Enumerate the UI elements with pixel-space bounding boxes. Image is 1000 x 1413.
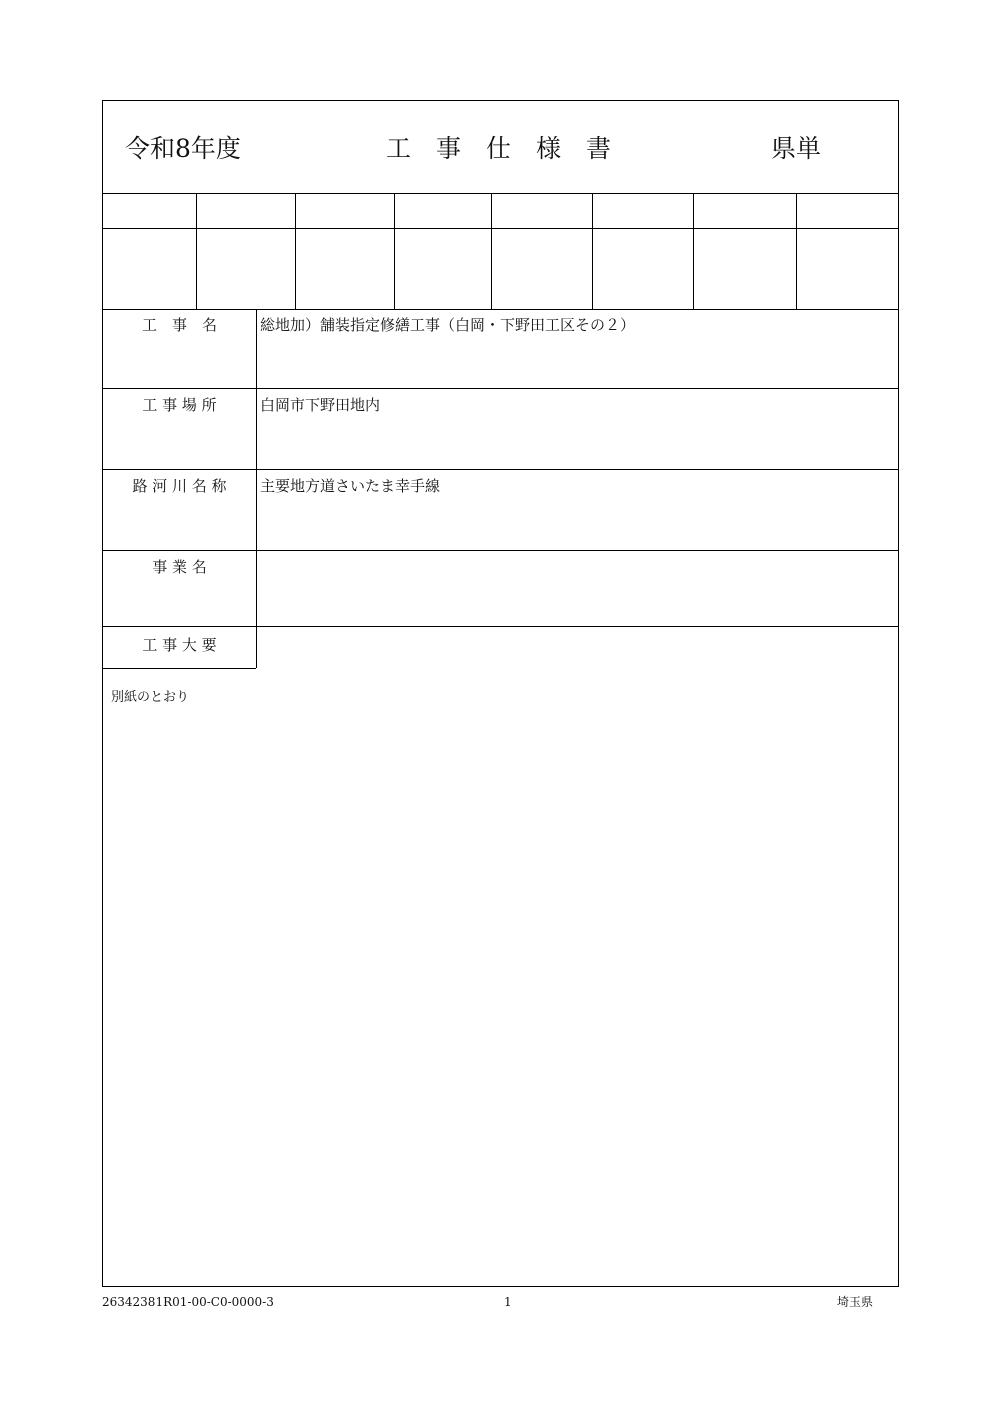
- document-code: 26342381R01-00-C0-0000-3: [102, 1295, 274, 1309]
- divider: [103, 469, 898, 470]
- outline-note: 別紙のとおり: [111, 690, 190, 705]
- stamp-grid-line: [295, 193, 296, 309]
- stamp-grid-line: [491, 193, 492, 309]
- page-number: 1: [504, 1295, 512, 1309]
- document-title: 工 事 仕 様 書: [386, 134, 612, 163]
- divider: [103, 309, 898, 310]
- business-name-label: 事 業 名: [152, 558, 207, 576]
- project-name-value: 総地加）舗装指定修繕工事（白岡・下野田工区その２）: [260, 316, 636, 334]
- divider: [103, 626, 898, 627]
- outline-label: 工 事 大 要: [142, 636, 217, 654]
- divider: [103, 668, 256, 669]
- location-label: 工 事 場 所: [142, 396, 217, 414]
- label-column-line: [256, 309, 257, 668]
- stamp-grid-line: [693, 193, 694, 309]
- stamp-grid-line: [394, 193, 395, 309]
- funding-type: 県単: [771, 134, 822, 163]
- route-name-label: 路 河 川 名 称: [132, 477, 227, 495]
- stamp-grid-line: [796, 193, 797, 309]
- divider: [103, 228, 898, 229]
- specification-sheet: [102, 100, 899, 1287]
- divider: [103, 550, 898, 551]
- divider: [103, 193, 898, 194]
- route-name-value: 主要地方道さいたま幸手線: [260, 477, 441, 495]
- stamp-grid-line: [196, 193, 197, 309]
- project-name-label: 工 事 名: [141, 316, 217, 334]
- stamp-grid-line: [592, 193, 593, 309]
- issuer-name: 埼玉県: [837, 1295, 874, 1309]
- fiscal-year: 令和8年度: [125, 134, 241, 163]
- location-value: 白岡市下野田地内: [260, 396, 381, 414]
- divider: [103, 388, 898, 389]
